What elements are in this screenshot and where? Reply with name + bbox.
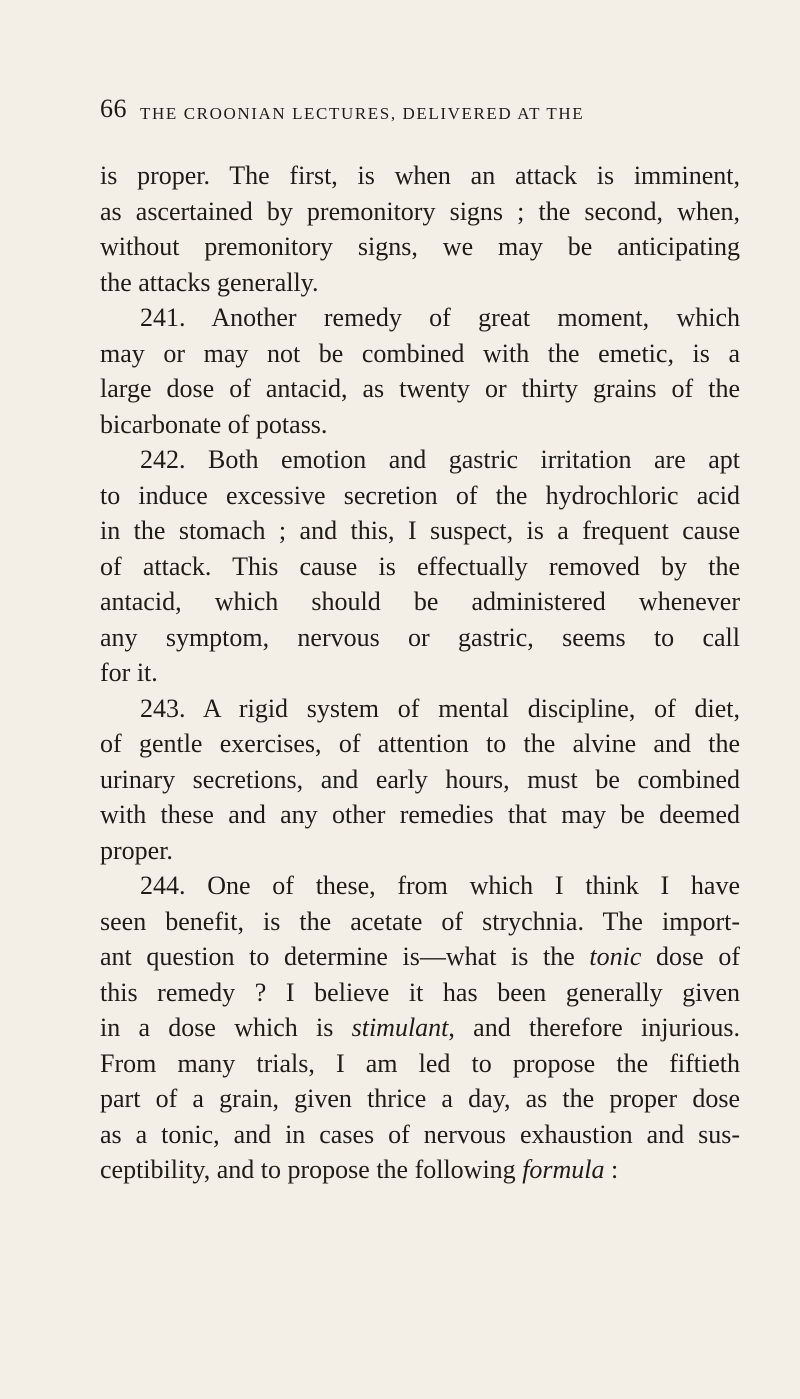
text-line: as a tonic, and in cases of nervous exhaustion and sus- [100,1119,740,1149]
text-line: of attack. This cause is effectually removed by the [100,551,740,581]
text-line: ant question to determine is—what is the tonic dose of [100,942,740,971]
italic-term: stimulant [351,1013,449,1042]
text-line: without premonitory signs, we may be anticipating [100,232,740,261]
page-number: 66 [100,94,127,123]
text-line: bicarbonate of potass. [100,409,328,439]
text-line: the attacks generally. [100,267,319,297]
text-line: for it. [100,658,158,687]
italic-term: formula [522,1155,605,1184]
text-line: to induce excessive secretion of the hydrochloric acid [100,480,740,510]
paragraph-243-start: 243. A rigid system of mental discipline, of diet, [140,693,740,723]
text-line: of gentle exercises, of attention to the alvine and the [100,729,740,758]
running-head: THE CROONIAN LECTURES, DELIVERED AT THE [140,104,585,123]
text-line: part of a grain, given thrice a day, as the proper dose [100,1084,740,1113]
text-line: in the stomach ; and this, I suspect, is a frequent cause [100,516,740,545]
paragraph-241-start: 241. Another remedy of great moment, which [140,303,740,332]
text-line: any symptom, nervous or gastric, seems to call [100,622,740,652]
text-line: in a dose which is stimulant, and therefore injurious. [100,1013,740,1042]
text-line: seen benefit, is the acetate of strychnia. The import- [100,906,740,936]
text-line: urinary secretions, and early hours, must be combined [100,764,740,794]
paragraph-244-start: 244. One of these, from which I think I have [140,871,740,900]
body-text [100,158,740,1188]
text-line: is proper. The first, is when an attack is imminent, [100,161,740,190]
text-line: ceptibility, and to propose the following formula : [100,1155,619,1184]
text-line: antacid, which should be administered whenever [100,587,740,616]
text-line: may or may not be combined with the emetic, is a [100,338,740,368]
text-line: large dose of antacid, as twenty or thirty grains of the [100,374,740,403]
text-line: From many trials, I am led to propose the fiftieth [100,1048,740,1078]
text-line: as ascertained by premonitory signs ; the second, when, [100,196,740,226]
paragraph-242-start: 242. Both emotion and gastric irritation are apt [140,445,740,474]
page-header [100,94,740,134]
italic-term: tonic [589,942,642,971]
text-line: this remedy ? I believe it has been generally given [100,977,740,1007]
text-line: with these and any other remedies that may be deemed [100,800,740,829]
text-line: proper. [100,835,173,865]
